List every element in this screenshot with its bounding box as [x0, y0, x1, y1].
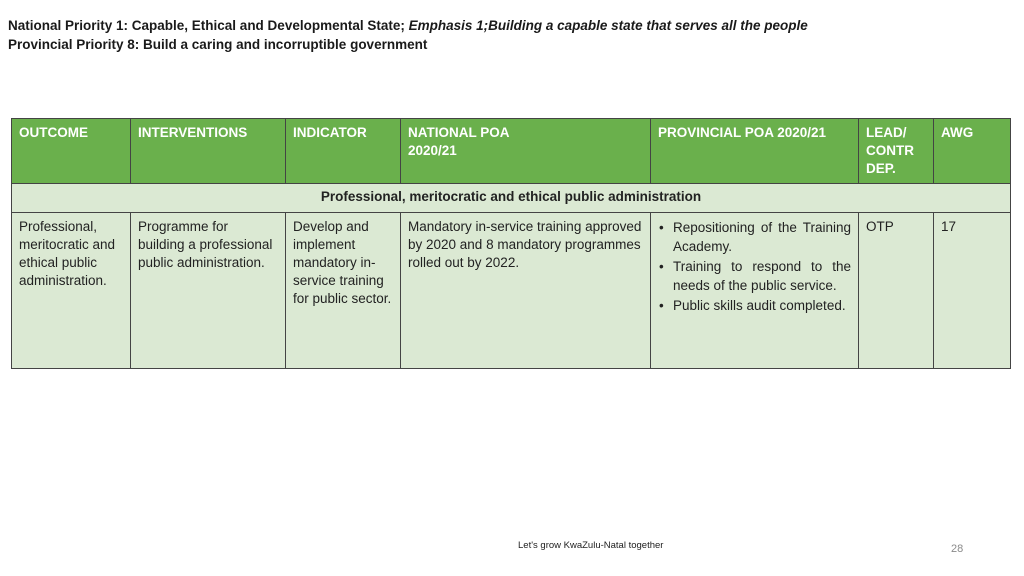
- column-header-lead: [859, 119, 934, 184]
- national-poa-year: 2020/21: [408, 143, 457, 158]
- column-header-interventions: INTERVENTIONS: [131, 119, 286, 184]
- section-title: Professional, meritocratic and ethical public administration: [12, 184, 1011, 213]
- page-number: 28: [951, 543, 964, 555]
- slide-header: [8, 16, 1008, 54]
- cell-provincial-poa: [651, 213, 859, 369]
- national-priority-lead: National Priority 1: Capable, Ethical and Developmental State;: [8, 18, 409, 33]
- national-priority-line: [8, 16, 1008, 35]
- column-header-national-poa: [401, 119, 651, 184]
- provincial-priority-line: Provincial Priority 8: Build a caring and incorruptible government: [8, 37, 428, 52]
- cell-outcome: Professional, meritocratic and ethical public administration.: [12, 213, 131, 369]
- poa-table: [11, 118, 1011, 369]
- table-header-row: [12, 119, 1011, 184]
- table-row: [12, 213, 1011, 369]
- column-header-indicator: INDICATOR: [286, 119, 401, 184]
- lead-label-line1: LEAD/: [866, 125, 907, 140]
- column-header-awg: AWG: [934, 119, 1011, 184]
- cell-lead: OTP: [859, 213, 934, 369]
- lead-label-line2: CONTR: [866, 143, 914, 158]
- national-priority-emphasis: Emphasis 1;Building a capable state that serves all the people: [408, 18, 808, 33]
- cell-indicator: Develop and implement mandatory in-service training for public sector.: [286, 213, 401, 369]
- national-poa-label: NATIONAL POA: [408, 125, 510, 140]
- list-item: • Repositioning of the Training Academy.: [673, 218, 851, 257]
- cell-awg: 17: [934, 213, 1011, 369]
- provincial-poa-list: [658, 218, 851, 315]
- footer-tagline: Let's grow KwaZulu-Natal together: [518, 540, 664, 551]
- lead-label-line3: DEP.: [866, 161, 896, 176]
- cell-national-poa: Mandatory in-service training approved by 2020 and 8 mandatory programmes rolled out by 2022.: [401, 213, 651, 369]
- column-header-outcome: OUTCOME: [12, 119, 131, 184]
- section-row: [12, 184, 1011, 213]
- cell-interventions: Programme for building a professional public administration.: [131, 213, 286, 369]
- column-header-provincial-poa: PROVINCIAL POA 2020/21: [651, 119, 859, 184]
- list-item: • Training to respond to the needs of the public service.: [673, 257, 851, 296]
- list-item: • Public skills audit completed.: [673, 296, 851, 315]
